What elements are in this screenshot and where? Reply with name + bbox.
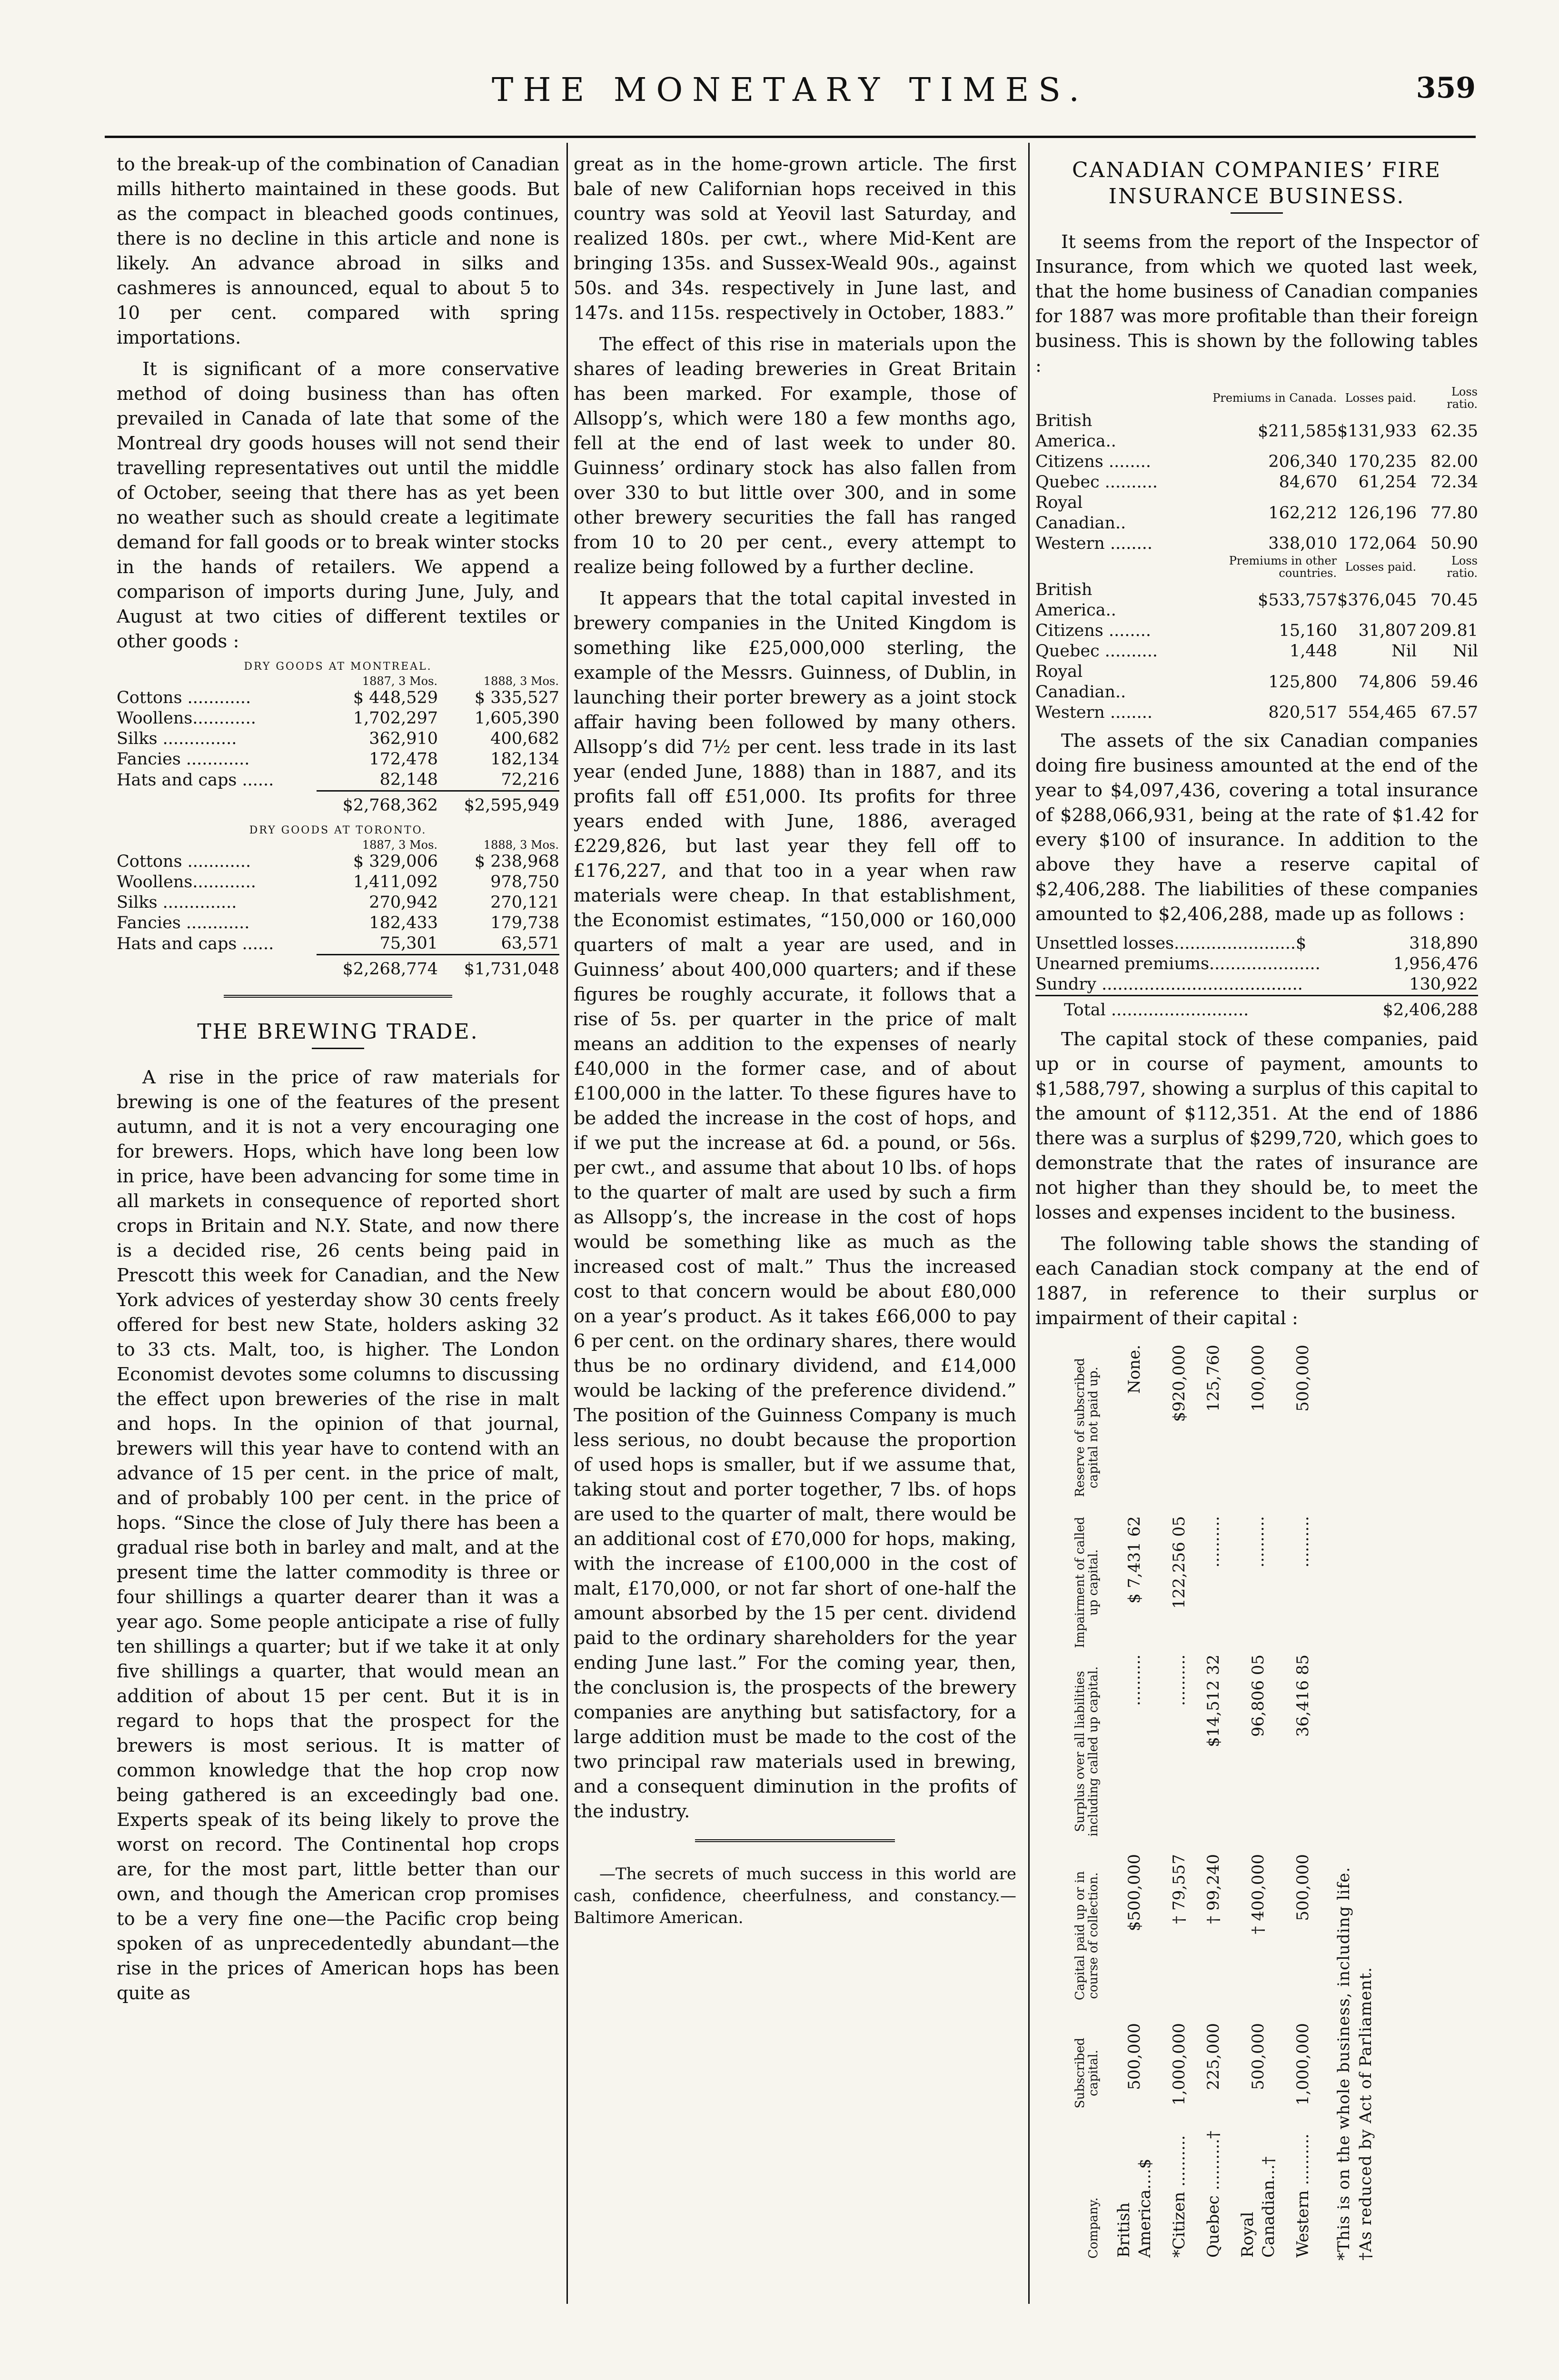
column-header: Loss ratio. bbox=[1447, 554, 1478, 580]
row-label: Western ........ bbox=[1035, 703, 1152, 722]
row-label: Hats and caps ...... bbox=[117, 770, 274, 790]
row-label: Cottons ............ bbox=[117, 852, 251, 871]
row-label: Citizens ........ bbox=[1035, 621, 1152, 640]
footnote: *This is on the whole business, including life. bbox=[1334, 1866, 1353, 2261]
cell-value: 1,448 bbox=[1289, 642, 1338, 661]
table-row bbox=[1035, 621, 1478, 641]
cell-value: 500,000 bbox=[1293, 1854, 1312, 1921]
insurance-heading: CANADIAN COMPANIES’ FIRE INSURANCE BUSINESS. bbox=[1072, 158, 1442, 208]
table-row bbox=[1035, 974, 1478, 996]
cell-value: .......... bbox=[1204, 1516, 1223, 1568]
cell-value: 126,196 bbox=[1348, 503, 1417, 523]
row-label: Fancies ............ bbox=[117, 750, 250, 769]
total-value: $1,731,048 bbox=[438, 955, 559, 980]
standing-table-area bbox=[1035, 1339, 1478, 2268]
column-header: 1887, 3 Mos. bbox=[362, 838, 438, 852]
row-label: British America.. bbox=[1035, 580, 1116, 620]
table-row bbox=[1035, 703, 1478, 723]
table-row bbox=[1035, 493, 1478, 534]
table-row bbox=[1035, 662, 1478, 703]
section-divider bbox=[695, 1839, 895, 1842]
cell-value: Nil bbox=[1391, 642, 1417, 661]
cell-value: 1,411,092 bbox=[353, 873, 438, 892]
total-value: $2,406,288 bbox=[1367, 996, 1478, 1021]
row-label: Hats and caps ...... bbox=[117, 934, 274, 953]
cell-value: 362,910 bbox=[369, 729, 438, 748]
row-label: Royal Canadian.. bbox=[1035, 493, 1126, 533]
column-2 bbox=[574, 152, 1016, 1929]
page-number: 359 bbox=[1416, 71, 1476, 105]
cell-value: 338,010 bbox=[1268, 534, 1338, 553]
cell-value: 500,000 bbox=[1293, 1345, 1312, 1412]
cell-value: 554,465 bbox=[1348, 703, 1417, 722]
cell-value: 50.90 bbox=[1430, 534, 1478, 553]
total-value: $2,768,362 bbox=[317, 791, 438, 816]
cell-value: 67.57 bbox=[1430, 703, 1478, 722]
standing-table-rotated bbox=[1073, 1342, 1378, 2261]
closing-note: —The secrets of much success in this world are cash, confidence, cheerfulness, and constancy.—Baltimore American. bbox=[574, 1864, 1016, 1927]
section-divider bbox=[224, 995, 452, 998]
table-row bbox=[1035, 452, 1478, 472]
cell-value: 74,806 bbox=[1358, 672, 1417, 692]
table-row bbox=[1286, 1342, 1320, 2261]
cell-value: $376,045 bbox=[1337, 590, 1417, 610]
cell-value: 31,807 bbox=[1358, 621, 1417, 640]
column-divider-1 bbox=[566, 143, 568, 2304]
table-row bbox=[117, 729, 559, 749]
row-label: British America....$ bbox=[1114, 2158, 1154, 2258]
cell-value: $131,933 bbox=[1337, 421, 1417, 441]
paragraph: It appears that the total capital invested in brewery companies in the United Kingdom is something like £25,000,000 sterling, the example of the Messrs. Guinness, of Dublin, in launching their porter brewery as a joint stock affair having been followed by many others. Allsopp’s did 7½ per cent. less trade in its last year (ended June, 1888) than in 1887, and its profits fall off £51,000. Its profits for three years ended with June, 1886, averaged £229,826, but last year they fell off to £176,227, and that too in a year when raw materials were cheap. In that establishment, the Economist estimates, “150,000 or 160,000 quarters of malt a year are used, and in Guinness’ about 400,000 quarters; and if these figures be roughly accurate, it follows that a rise of 5s. per quarter in the price of malt means an addition to the expenses of nearly £40,000 in the former case, and of about £100,000 in the latter. To these figures have to be added the increase in the cost of hops, and if we put the increase at 6d. a pound, or 56s. per cwt., and assume that about 10 lbs. of hops to the quarter of malt are used by such a firm as Allsopp’s, the increase in the cost of hops would be something like as much as the increased cost of malt.” Thus the increased cost to that concern would be about £80,000 on a year’s product. As it takes £66,000 to pay 6 per cent. on the ordinary shares, there would thus be no ordinary dividend, and £14,000 would be lacking of the preference dividend.” The position of the Guinness Company is much less serious, no doubt because the proportion of used hops is smaller, but if we assume that, taking stout and porter together, 7 lbs. of hops are used to the quarter of malt, there would be an additional cost of £70,000 for hops, making, with the increase of £100,000 in the cost of malt, £170,000, or not far short of one-half the amount absorbed by the 15 per cent. dividend paid to the ordinary shareholders for the year ending June last.” For the coming year, then, the conclusion is, the prospects of the brewery companies are anything but satisfactory, for a large addition must be made to the cost of the two principal raw materials used in brewing, and a consequent diminution in the profits of the industry. bbox=[574, 588, 1016, 1822]
table-row bbox=[1035, 534, 1478, 554]
total-row bbox=[1035, 996, 1478, 1021]
cell-value: † 99,240 bbox=[1204, 1854, 1223, 1924]
canada-premiums-table bbox=[1035, 385, 1478, 723]
row-label: Fancies ............ bbox=[117, 913, 250, 932]
cell-value: 209.81 bbox=[1420, 621, 1478, 640]
column-header: Losses paid. bbox=[1345, 560, 1417, 574]
total-value: $2,268,774 bbox=[317, 955, 438, 980]
table-row bbox=[117, 913, 559, 933]
cell-value: .......... bbox=[1170, 1654, 1189, 1706]
cell-value: 59.46 bbox=[1430, 672, 1478, 692]
table-row bbox=[117, 872, 559, 892]
cell-value: 182,433 bbox=[369, 913, 438, 932]
cell-value: $ 238,968 bbox=[474, 852, 559, 871]
cell-value: $ 448,529 bbox=[353, 688, 438, 707]
toronto-table-title: DRY GOODS AT TORONTO. bbox=[249, 824, 427, 836]
heading-rule bbox=[1231, 212, 1283, 214]
cell-value: 1,000,000 bbox=[1293, 2023, 1312, 2106]
montreal-table bbox=[117, 674, 559, 816]
table-row bbox=[1107, 1342, 1162, 2261]
row-label: Quebec .......... bbox=[1035, 473, 1158, 492]
column-3 bbox=[1035, 152, 1478, 2268]
cell-value: 125,800 bbox=[1268, 672, 1338, 692]
table-row bbox=[117, 852, 559, 872]
paragraph: The capital stock of these companies, paid up or in course of payment, amounts to $1,588,797, showing a surplus of this capital to the amount of $112,351. At the end of 1886 there was a surplus of $299,720, which goes to demonstrate that the rates of insurance are not higher than they should be, to meet the losses and expenses incident to the business. bbox=[1035, 1029, 1478, 1223]
cell-value: 100,000 bbox=[1249, 1345, 1268, 1412]
paragraph: The effect of this rise in materials upon the shares of leading breweries in Great Britain has been marked. For example, those of Allsopp’s, which were 180 a few months ago, fell at the end of last week to under 80. Guinness’ ordinary stock has also fallen from over 330 to but little over 300, and in some other brewery securities the fall has ranged from 10 to 20 per cent., every attempt to realize being followed by a further decline. bbox=[574, 334, 1016, 578]
cell-value: 130,922 bbox=[1409, 975, 1478, 994]
cell-value: 15,160 bbox=[1279, 621, 1338, 640]
cell-value: † 79,557 bbox=[1170, 1854, 1189, 1924]
cell-value: 270,121 bbox=[490, 893, 559, 912]
row-label: Unearned premiums..................... bbox=[1035, 954, 1321, 973]
cell-value: .......... bbox=[1293, 1516, 1312, 1568]
row-label: Quebec ..........† bbox=[1204, 2131, 1223, 2258]
total-label: Total .......................... bbox=[1035, 996, 1367, 1021]
row-label: *Citizen .......... bbox=[1170, 2135, 1189, 2258]
cell-value: 225,000 bbox=[1204, 2023, 1223, 2090]
cell-value: .......... bbox=[1249, 1516, 1268, 1568]
liabilities-table bbox=[1035, 933, 1478, 1021]
column-header: 1888, 3 Mos. bbox=[483, 838, 559, 852]
cell-value: 1,605,390 bbox=[474, 709, 559, 728]
row-label: Royal Canadian.. bbox=[1035, 662, 1126, 702]
cell-value: $14,512 32 bbox=[1204, 1654, 1223, 1747]
table-row bbox=[1035, 411, 1478, 452]
heading-rule bbox=[312, 1048, 364, 1049]
cell-value: 1,956,476 bbox=[1393, 954, 1478, 973]
cell-value: 84,670 bbox=[1279, 473, 1338, 492]
cell-value: 82,148 bbox=[379, 770, 438, 789]
table-row bbox=[117, 770, 559, 791]
row-label: Sundry ...................................... bbox=[1035, 975, 1303, 994]
row-label: British America.. bbox=[1035, 411, 1116, 451]
total-row bbox=[117, 955, 559, 980]
footnote: †As reduced by Act of Parliament. bbox=[1356, 1967, 1375, 2261]
row-label: Silks .............. bbox=[117, 729, 237, 748]
column-header: Premiums in Canada. bbox=[1212, 391, 1337, 405]
column-header: Losses paid. bbox=[1345, 391, 1417, 405]
paragraph: A rise in the price of raw materials for brewing is one of the features of the present autumn, and it is not a very encouraging one for brewers. Hops, which have long been low in price, have been advancing for some time in all markets in consequence of reported short crops in Britain and N.Y. State, and now there is a decided rise, 26 cents being paid in Prescott this week for Canadian, and the New York advices of yesterday show 30 cents freely offered for best new State, holders asking 32 to 33 cts. Malt, too, is higher. The London Economist devotes some columns to discussing the effect upon breweries of the rise in malt and hops. In the opinion of that journal, brewers will this year have to contend with an advance of 15 per cent. in the price of malt, and of probably 100 per cent. in the price of hops. “Since the close of July there has been a gradual rise both in barley and malt, and at the present time the latter commodity is three or four shillings a quarter dearer than it was a year ago. Some people anticipate a rise of fully ten shillings a quarter; but if we take it at only five shillings a quarter, that would mean an addition of about 15 per cent. But it is in regard to hops that the prospect for the brewers is most serious. It is matter of common knowledge that the hop crop now being gathered is an exceedingly bad one. Experts speak of its being likely to prove the worst on record. The Continental hop crops are, for the most part, little better than our own, and though the American crop promises to be a very fine one—the Pacific crop being spoken of as unprecedentedly abundant—the rise in the prices of American hops has been quite as bbox=[117, 1067, 559, 2004]
row-label: Woollens............ bbox=[117, 709, 256, 728]
cell-value: 62.35 bbox=[1430, 421, 1478, 441]
standing-table bbox=[1073, 1342, 1320, 2261]
montreal-table-title: DRY GOODS AT MONTREAL. bbox=[244, 661, 432, 673]
cell-value: 125,760 bbox=[1204, 1345, 1223, 1412]
table-row bbox=[117, 892, 559, 913]
cell-value: 270,942 bbox=[369, 893, 438, 912]
header-rule bbox=[105, 136, 1476, 138]
cell-value: None. bbox=[1125, 1345, 1144, 1394]
cell-value: 400,682 bbox=[490, 729, 559, 748]
table-row bbox=[1035, 580, 1478, 621]
row-label: Unsettled losses.......................$ bbox=[1035, 934, 1307, 953]
column-header: Reserve of subscribed capital not paid up. bbox=[1073, 1358, 1101, 1497]
cell-value: 72.34 bbox=[1430, 473, 1478, 492]
cell-value: 820,517 bbox=[1268, 703, 1338, 722]
row-label: Western .......... bbox=[1293, 2133, 1312, 2258]
table-row bbox=[1231, 1342, 1286, 2261]
cell-value: 500,000 bbox=[1125, 2023, 1144, 2090]
cell-value: Nil bbox=[1452, 642, 1478, 661]
cell-value: 1,000,000 bbox=[1170, 2023, 1189, 2106]
cell-value: $920,000 bbox=[1170, 1345, 1189, 1422]
column-header: Premiums in other countries. bbox=[1229, 554, 1337, 580]
page-header bbox=[105, 71, 1476, 119]
row-label: Royal Canadian...† bbox=[1238, 2156, 1278, 2258]
row-label: Citizens ........ bbox=[1035, 452, 1152, 471]
cell-value: 61,254 bbox=[1358, 473, 1417, 492]
column-header: Company. bbox=[1086, 2197, 1101, 2259]
column-header: Capital paid up or in course of collection. bbox=[1073, 1871, 1101, 2001]
column-header: 1888, 3 Mos. bbox=[483, 674, 559, 688]
cell-value: 182,134 bbox=[490, 750, 559, 769]
paragraph: It is significant of a more conservative method of doing business than has often prevailed in Canada of late that some of the Montreal dry goods houses will not send their travelling representatives out until the middle of October, seeing that there has as yet been no weather such as should create a legitimate demand for fall goods or to break winter stocks in the hands of retailers. We append a comparison of imports during June, July, and August at two cities of different textiles or other goods : bbox=[117, 358, 559, 652]
table-row bbox=[1035, 933, 1478, 954]
cell-value: 162,212 bbox=[1268, 503, 1338, 523]
row-label: Quebec .......... bbox=[1035, 642, 1158, 661]
paragraph: The following table shows the standing of each Canadian stock company at the end of 1887, in reference to their surplus or impairment of their capital : bbox=[1035, 1233, 1478, 1329]
cell-value: 72,216 bbox=[501, 770, 559, 789]
total-value: $2,595,949 bbox=[438, 791, 559, 816]
column-header: Loss ratio. bbox=[1447, 385, 1478, 411]
table-row bbox=[1196, 1342, 1231, 2261]
toronto-table bbox=[117, 838, 559, 980]
cell-value: 70.45 bbox=[1430, 590, 1478, 610]
cell-value: † 400,000 bbox=[1249, 1854, 1268, 1934]
table-row bbox=[117, 688, 559, 708]
cell-value: 179,738 bbox=[490, 913, 559, 932]
cell-value: 1,702,297 bbox=[353, 709, 438, 728]
cell-value: 172,064 bbox=[1348, 534, 1417, 553]
table-row bbox=[1162, 1342, 1196, 2261]
column-header: Subscribed capital. bbox=[1073, 2037, 1101, 2109]
cell-value: .......... bbox=[1125, 1654, 1144, 1706]
cell-value: $ 329,006 bbox=[353, 852, 438, 871]
table-row bbox=[117, 708, 559, 729]
column-header: Impairment of called up capital. bbox=[1073, 1517, 1101, 1648]
cell-value: 170,235 bbox=[1348, 452, 1417, 471]
table-row bbox=[1035, 954, 1478, 974]
paragraph: great as in the home-grown article. The first bale of new Californian hops received in this country was sold at Yeovil last Saturday, and realized 180s. per cwt., where Mid-Kent are bringing 135s. and Sussex-Weald 90s., against 50s. and 34s. respectively in June last, and 147s. and 115s. respectively in October, 1883.” bbox=[574, 154, 1016, 324]
table-row bbox=[117, 933, 559, 955]
row-label: Silks .............. bbox=[117, 893, 237, 912]
cell-value: $211,585 bbox=[1258, 421, 1338, 441]
paragraph: It seems from the report of the Inspector of Insurance, from which we quoted last week, that the home business of Canadian companies for 1887 was more profitable than their foreign business. This is shown by the following tables : bbox=[1035, 231, 1478, 377]
table-row bbox=[1035, 641, 1478, 662]
cell-value: 206,340 bbox=[1268, 452, 1338, 471]
row-label: Cottons ............ bbox=[117, 688, 251, 707]
paragraph: The assets of the six Canadian companies doing fire business amounted at the end of the year to $4,097,436, covering a total insurance of $288,066,931, being at the rate of $1.42 for every $100 of insurance. In addition to the above they have a reserve capital of $2,406,288. The liabilities of these companies amounted to $2,406,288, made up as follows : bbox=[1035, 730, 1478, 925]
cell-value: $ 7,431 62 bbox=[1125, 1516, 1144, 1604]
cell-value: 96,806 05 bbox=[1249, 1654, 1268, 1737]
table-row bbox=[117, 749, 559, 770]
cell-value: 77.80 bbox=[1430, 503, 1478, 523]
cell-value: 978,750 bbox=[490, 873, 559, 892]
cell-value: $500,000 bbox=[1125, 1854, 1144, 1932]
cell-value: $ 335,527 bbox=[474, 688, 559, 707]
column-header: Surplus over all liabilities including called up capital. bbox=[1073, 1666, 1101, 1837]
column-header: 1887, 3 Mos. bbox=[362, 674, 438, 688]
brewing-heading: THE BREWING TRADE. bbox=[197, 1020, 479, 1044]
cell-value: $533,757 bbox=[1258, 590, 1338, 610]
row-label: Western ........ bbox=[1035, 534, 1152, 553]
cell-value: 318,890 bbox=[1409, 934, 1478, 953]
cell-value: 122,256 05 bbox=[1170, 1516, 1189, 1609]
masthead-title: THE MONETARY TIMES. bbox=[491, 71, 1089, 109]
cell-value: 172,478 bbox=[369, 750, 438, 769]
total-row bbox=[117, 791, 559, 816]
cell-value: 500,000 bbox=[1249, 2023, 1268, 2090]
cell-value: 36,416 85 bbox=[1293, 1654, 1312, 1737]
cell-value: 63,571 bbox=[501, 934, 559, 953]
cell-value: 82.00 bbox=[1430, 452, 1478, 471]
row-label: Woollens............ bbox=[117, 873, 256, 892]
column-1 bbox=[117, 152, 559, 2013]
paragraph: to the break-up of the combination of Canadian mills hitherto maintained in these goods. But as the compact in bleached goods continues, there is no decline in this article and none is likely. An advance abroad in silks and cashmeres is announced, equal to about 5 to 10 per cent. compared with spring importations. bbox=[117, 154, 559, 348]
column-divider-2 bbox=[1028, 143, 1030, 2304]
table-row bbox=[1035, 472, 1478, 493]
cell-value: 75,301 bbox=[379, 934, 438, 953]
